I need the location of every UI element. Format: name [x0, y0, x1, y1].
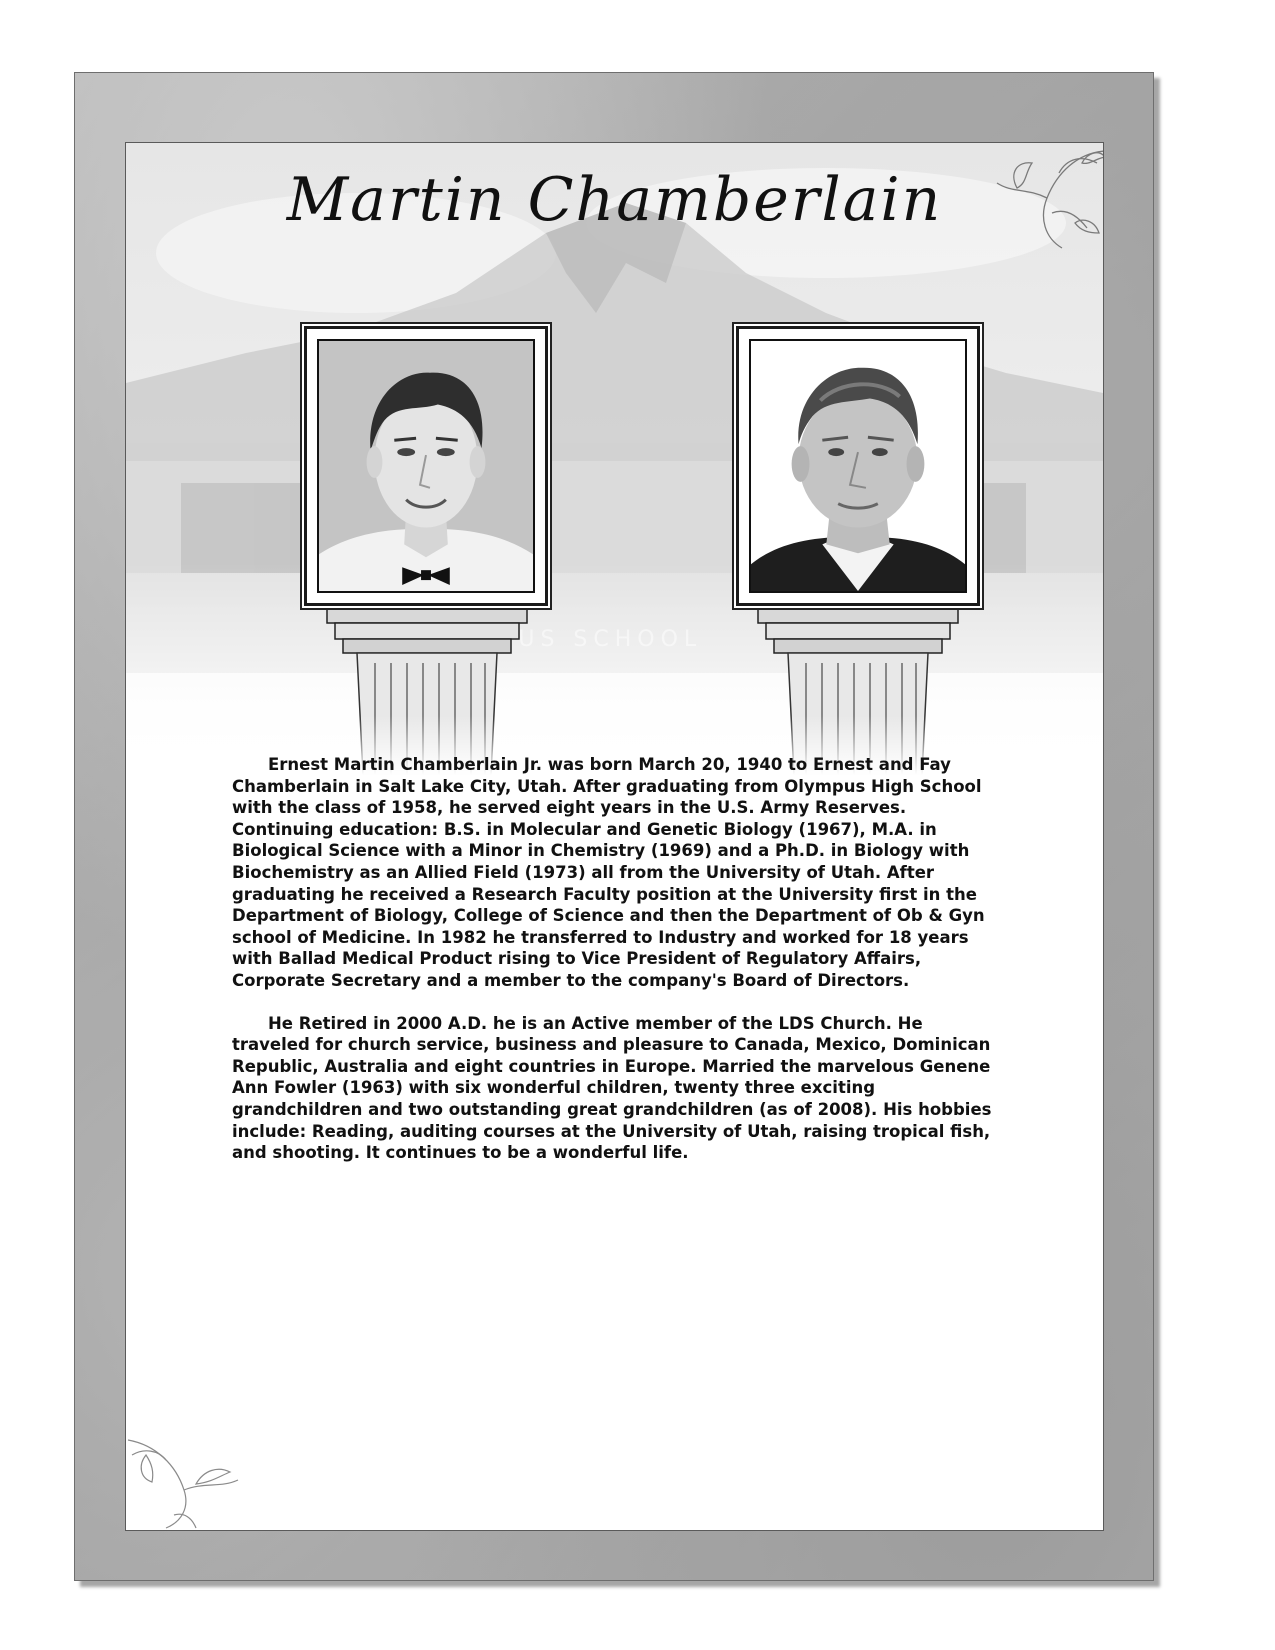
right-pedestal [744, 605, 974, 775]
portrait-current-frame [736, 326, 980, 606]
portrait-current-photo [749, 339, 967, 593]
portrait-young-frame [304, 326, 548, 606]
page-title: Martin Chamberlain [286, 165, 943, 235]
page-border-frame [74, 72, 1154, 1581]
content-panel [125, 142, 1104, 1531]
biography-text [232, 754, 1002, 1185]
left-pedestal [313, 605, 543, 775]
floral-flourish-icon [126, 1420, 246, 1530]
bio-paragraph: He Retired in 2000 A.D. he is an Active member of the LDS Church. He traveled for church service, business and pleasure to Canada, Mexico, Dominican Republic, Australia and eight countries in Europe. Married the marvelous Genene Ann Fowler (1963) with six wonderful children, twenty three exciting grandchildren and two outstanding great grandchildren (as of 2008). His hobbies include: Reading, auditing courses at the University of Utah, raising tropical fish, and shooting. It continues to be a wonderful life. [232, 1013, 992, 1163]
bio-paragraph: Ernest Martin Chamberlain Jr. was born March 20, 1940 to Ernest and Fay Chamberlain in Salt Lake City, Utah. After graduating from Olympus High School with the class of 1958, he served eight years in the U.S. Army Reserves. Continuing education: B.S. in Molecular and Genetic Biology (1967), M.A. in Biological Science with a Minor in Chemistry (1969) and a Ph.D. in Biology with Biochemistry as an Allied Field (1973) all from the University of Utah. After graduating he received a Research Faculty position at the University first in the Department of Biology, College of Science and then the Department of Ob & Gyn school of Medicine. In 1982 he transferred to Industry and worked for 18 years with Ballad Medical Product rising to Vice President of Regulatory Affairs, Corporate Secretary and a member to the company's Board of Directors. [232, 755, 985, 990]
portrait-young-photo [317, 339, 535, 593]
